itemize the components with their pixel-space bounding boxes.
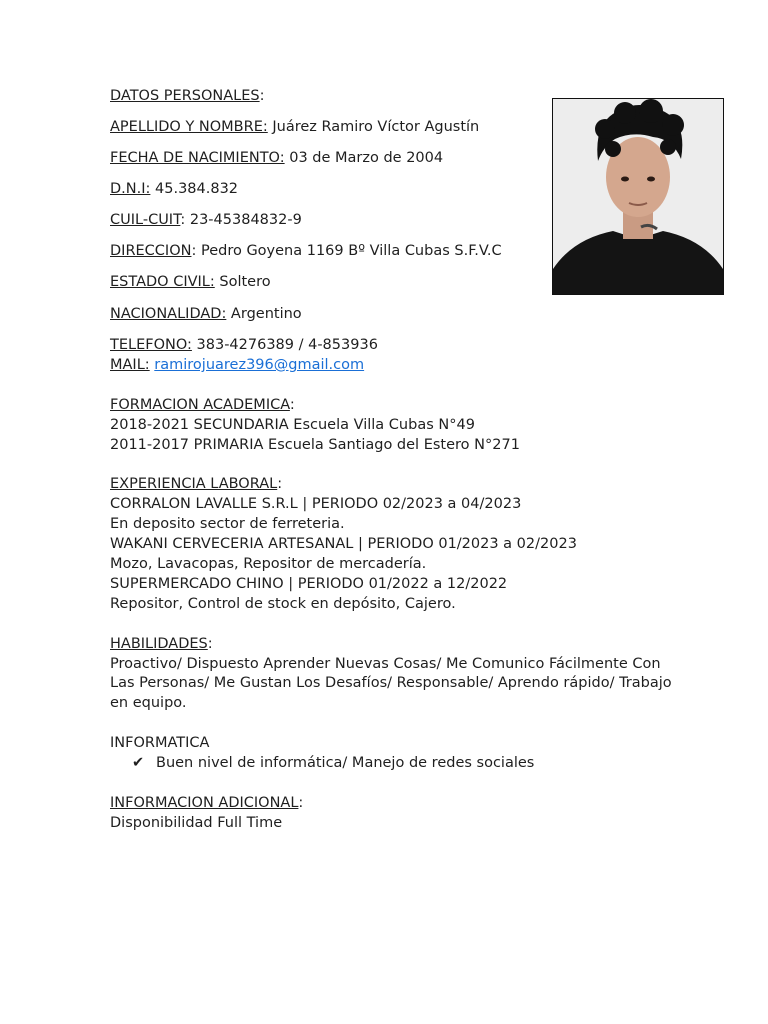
personal-heading (110, 86, 265, 106)
field-apellido-nombre (110, 117, 479, 137)
field-telefono (110, 335, 378, 355)
heading-colon: : (259, 88, 265, 104)
field-label: FECHA DE NACIMIENTO: (110, 150, 285, 166)
additional-heading-label: INFORMACION ADICIONAL (110, 795, 299, 811)
field-value: : 23-45384832-9 (180, 212, 302, 228)
portrait-image (553, 99, 723, 294)
education-heading-label: FORMACION ACADEMICA (110, 397, 290, 413)
skills-heading-label: HABILIDADES (110, 636, 208, 652)
field-label: CUIL-CUIT (110, 212, 181, 228)
education-heading (110, 395, 295, 415)
heading-colon: : (289, 397, 295, 413)
experience-line: WAKANI CERVECERIA ARTESANAL | PERIODO 01/2023 a 02/2023 (110, 536, 577, 552)
field-label: DIRECCION (110, 243, 192, 259)
skills-line: Proactivo/ Dispuesto Aprender Nuevas Cosas/ Me Comunico Fácilmente Con (110, 656, 661, 672)
field-label: APELLIDO Y NOMBRE: (110, 119, 268, 135)
field-estado-civil (110, 272, 271, 292)
profile-photo (552, 98, 724, 295)
checkmark-icon: ✔ (132, 755, 145, 771)
field-value: 45.384.832 (150, 181, 239, 197)
field-value: 383-4276389 / 4-853936 (191, 337, 378, 353)
field-label: MAIL: (110, 357, 150, 373)
field-value: Juárez Ramiro Víctor Agustín (267, 119, 480, 135)
additional-line: Disponibilidad Full Time (110, 815, 283, 831)
field-value: Soltero (214, 274, 271, 290)
education-line: 2018-2021 SECUNDARIA Escuela Villa Cubas N°49 (110, 417, 475, 433)
field-direccion (110, 241, 502, 261)
skills-heading (110, 634, 213, 654)
field-fecha-nacimiento (110, 148, 443, 168)
field-label: NACIONALIDAD: (110, 306, 227, 322)
experience-line: SUPERMERCADO CHINO | PERIODO 01/2022 a 12/2022 (110, 576, 508, 592)
experience-heading (110, 474, 282, 494)
field-label: D.N.I: (110, 181, 151, 197)
skills-line: en equipo. (110, 695, 187, 711)
experience-line: En deposito sector de ferreteria. (110, 516, 345, 532)
experience-line: Mozo, Lavacopas, Repositor de mercadería. (110, 556, 427, 572)
field-dni (110, 179, 238, 199)
field-value: 03 de Marzo de 2004 (284, 150, 444, 166)
skills-line: Las Personas/ Me Gustan Los Desafíos/ Responsable/ Aprendo rápido/ Trabajo (110, 675, 672, 691)
field-label: ESTADO CIVIL: (110, 274, 215, 290)
computing-item: Buen nivel de informática/ Manejo de redes sociales (156, 755, 535, 771)
education-line: 2011-2017 PRIMARIA Escuela Santiago del Estero N°271 (110, 437, 520, 453)
experience-line: Repositor, Control de stock en depósito, Cajero. (110, 596, 456, 612)
computing-heading: INFORMATICA (110, 735, 210, 751)
heading-colon: : (207, 636, 213, 652)
additional-heading (110, 793, 303, 813)
heading-colon: : (298, 795, 304, 811)
field-nacionalidad (110, 304, 302, 324)
field-mail (110, 355, 364, 375)
email-link[interactable]: ramirojuarez396@gmail.com (154, 357, 365, 373)
field-cuil-cuit (110, 210, 302, 230)
experience-heading-label: EXPERIENCIA LABORAL (110, 476, 278, 492)
heading-colon: : (277, 476, 283, 492)
field-label: TELEFONO: (110, 337, 192, 353)
field-value: Argentino (226, 306, 302, 322)
field-value: : Pedro Goyena 1169 Bº Villa Cubas S.F.V.C (191, 243, 502, 259)
personal-heading-label: DATOS PERSONALES (110, 88, 260, 104)
experience-line: CORRALON LAVALLE S.R.L | PERIODO 02/2023 a 04/2023 (110, 496, 522, 512)
